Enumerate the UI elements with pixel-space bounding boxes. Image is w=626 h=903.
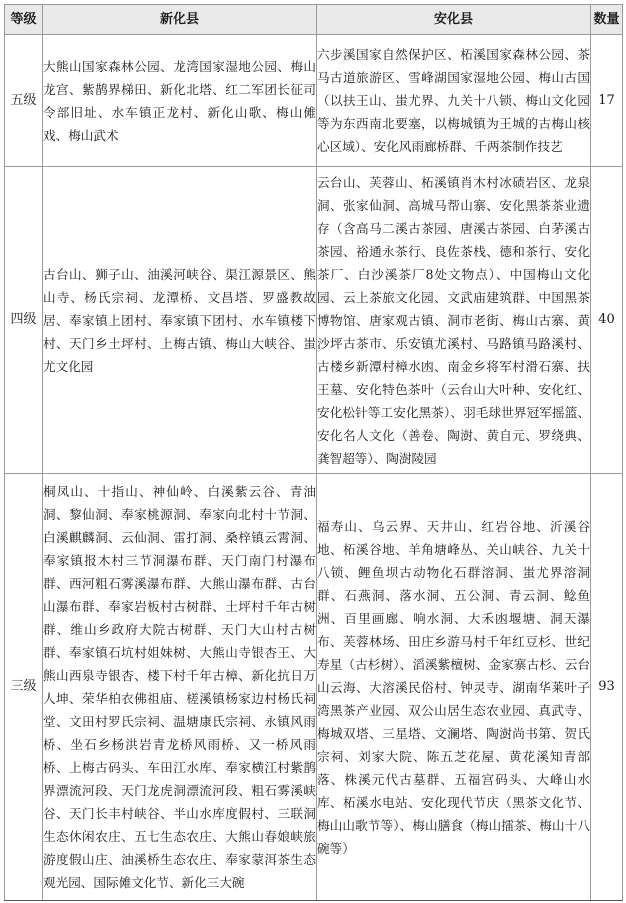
level-cell: 四级 [5, 167, 43, 474]
grade-table [4, 4, 623, 901]
xinhua-cell: 桐凤山、十指山、神仙岭、白溪紫云谷、青油洞、黎仙洞、奉家桃源洞、奉家向北村十节洞、白溪麒麟洞、云仙洞、雷打洞、桑梓镇云霄洞、奉家镇报木村三节洞瀑布群、天门南门村瀑布群、西河粗石雾溪瀑布群、大熊山瀑布群、古台山瀑布群、奉家岩板村古树群、土坪村千年古树群、维山乡政府大院古树群、天门大山村古树群、奉家镇石坑村姐妹树、大熊山寺银杏王、大熊山西泉寺银杏、楼下村千年古樟、新化抗日万人坤、荣华柏衣佛祖庙、槎溪镇杨家边村杨氏祠堂、文田村罗氏宗祠、温塘康氏宗祠、永镇风雨桥、坐石乡杨洪岩青龙桥风雨桥、又一桥风雨桥、上梅古码头、车田江水库、奉家横江村紫鹊界漂流河段、天门龙虎洞漂流河段、粗石雾溪峡谷、天门长丰村峡谷、半山水库度假村、三联洞生态休闲农庄、五七生态农庄、大熊山春娘峡旅游度假山庄、油溪桥生态农庄、奉家蒙洱茶生态观光园、国际傩文化节、新化三大碗 [43, 474, 317, 901]
count-cell: 17 [591, 35, 623, 167]
anhua-cell: 云台山、芙蓉山、柘溪镇肖木村冰碛岩区、龙泉洞、张家仙洞、高城马帮山寨、安化黑茶茶业遗存（含高马二溪古茶园、唐溪古茶园、白茅溪古茶园、裕通永茶行、良佐茶栈、德和茶行、安化茶厂、白沙溪茶厂8处文物点）、中国梅山文化园、云上茶旅文化园、文武庙建筑群、中国黑茶博物馆、唐家观古镇、洞市老街、梅山古寨、黄沙坪古茶市、乐安镇尤溪村、马路镇马路溪村、古楼乡新潭村樟水凼、南金乡将军村滑石寨、扶王墓、安化特色茶叶（云台山大叶种、安化红、安化松针等工安化黑茶）、羽毛球世界冠军摇篮、安化名人文化（善卷、陶澍、黄自元、罗绕典、龚智超等）、陶澍陵园 [317, 167, 591, 474]
count-cell: 93 [591, 474, 623, 901]
table-body [5, 35, 623, 901]
table-row-level-4 [5, 167, 623, 474]
header-count: 数量 [591, 5, 623, 35]
table-header [5, 5, 623, 35]
level-cell: 三级 [5, 474, 43, 901]
level-cell: 五级 [5, 35, 43, 167]
anhua-cell: 六步溪国家自然保护区、柘溪国家森林公园、茶马古道旅游区、雪峰湖国家湿地公园、梅山古国（以扶王山、蚩尤界、九关十八锁、梅山文化园等为东西南北要塞，以梅城镇为王城的古梅山核心区域）、安化风雨廊桥群、千两茶制作技艺 [317, 35, 591, 167]
header-anhua: 安化县 [317, 5, 591, 35]
anhua-cell: 福寿山、乌云界、天井山、红岩谷地、沂溪谷地、柘溪谷地、羊角塘峰丛、关山峡谷、九关十八锁、鲤鱼坝古动物化石群溶洞、蚩尤界溶洞群、石燕洞、落水洞、五公洞、青云洞、鲶鱼洲、百里画廊、响水洞、大禾凼堰塘、洞天瀑布、芙蓉林场、田庄乡游马村千年红豆杉、世纪寿星（古杉树）、滔溪紫檀树、金家寨古杉、云台山云海、大溶溪民俗村、钟灵寺、湖南华莱叶子湾黑茶产业园、双公山居生态农业园、真武寺、梅城双塔、三星塔、文澜塔、陶澍尚书第、贺氏宗祠、刘家大院、陈五芝花屋、黄花溪知青部落、株溪元代古墓群、五福宫码头、大峰山水库、柘溪水电站、安化现代节庆（黑茶文化节、梅山山歌节等）、梅山膳食（梅山擂茶、梅山十八碗等） [317, 474, 591, 901]
table-row-level-5 [5, 35, 623, 167]
header-xinhua: 新化县 [43, 5, 317, 35]
table-row-level-3 [5, 474, 623, 901]
header-level: 等级 [5, 5, 43, 35]
count-cell: 40 [591, 167, 623, 474]
xinhua-cell: 大熊山国家森林公园、龙湾国家湿地公园、梅山龙宫、紫鹊界梯田、新化北塔、红二军团长征司令部旧址、水车镇正龙村、新化山歌、梅山傩戏、梅山武术 [43, 35, 317, 167]
header-row [5, 5, 623, 35]
xinhua-cell: 古台山、狮子山、油溪河峡谷、渠江源景区、熊山寺、杨氏宗祠、龙潭桥、文昌塔、罗盛教故居、奉家镇上团村、奉家镇下团村、水车镇楼下村、天门乡土坪村、上梅古镇、梅山大峡谷、蚩尤文化园 [43, 167, 317, 474]
